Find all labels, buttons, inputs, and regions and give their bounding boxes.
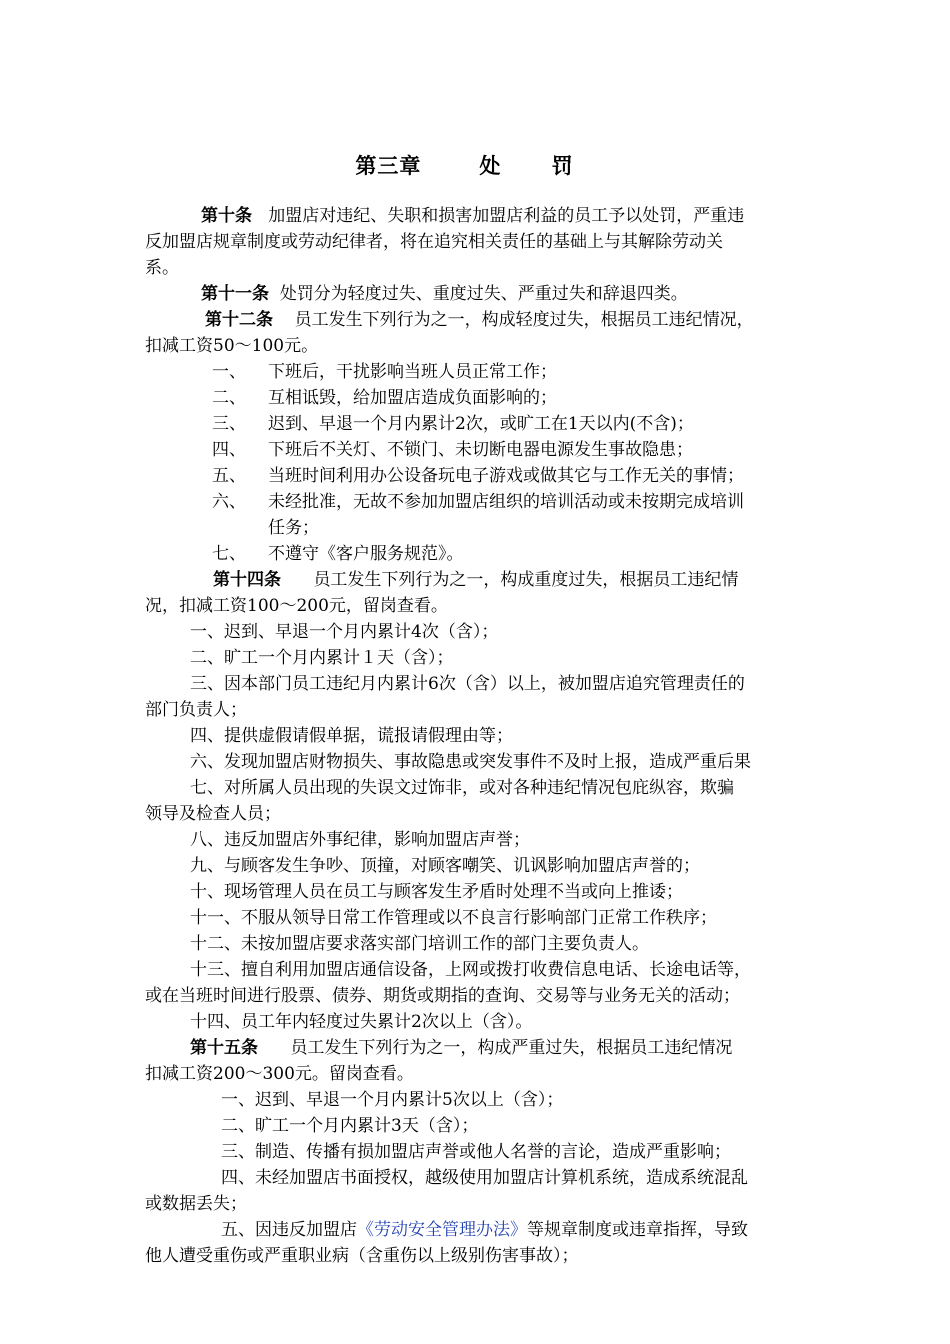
art14-item-13-cont: 或在当班时间进行股票、债券、期货或期指的查询、交易等与业务无关的活动；	[145, 986, 740, 1006]
art12-item-3: 三、 迟到、早退一个月内累计2次，或旷工在1天以内(不含)；	[212, 414, 694, 434]
art14-item-2: 二、旷工一个月内累计１天（含）；	[190, 648, 454, 668]
art15-item-4-cont: 或数据丢失；	[145, 1194, 247, 1214]
chapter-name: 处 罚	[479, 153, 595, 178]
art14-item-9: 九、与顾客发生争吵、顶撞，对顾客嘲笑、讥讽影响加盟店声誉的；	[190, 856, 700, 876]
art12-line2: 扣减工资50～100元。	[145, 336, 319, 356]
art14-item-7: 七、对所属人员出现的失误文过饰非，或对各种违纪情况包庇纵容，欺骗	[190, 778, 734, 798]
art15-line1: 第十五条 员工发生下列行为之一，构成严重过失，根据员工违纪情况	[190, 1038, 733, 1058]
art15-line2: 扣减工资200～300元。留岗查看。	[145, 1064, 414, 1084]
art10-line3: 系。	[145, 258, 179, 278]
art10-line1: 第十条 加盟店对违纪、失职和损害加盟店利益的员工予以处罚，严重违	[201, 206, 745, 226]
chapter-title	[0, 150, 950, 180]
art12-item-6: 六、 未经批准，无故不参加加盟店组织的培训活动或未按期完成培训	[212, 492, 744, 512]
art14-item-3-cont: 部门负责人；	[145, 700, 247, 720]
art15-item-3: 三、制造、传播有损加盟店声誉或他人名誉的言论，造成严重影响；	[221, 1142, 731, 1162]
chapter-number: 第三章	[355, 153, 422, 178]
art14-item-13: 十三、擅自利用加盟店通信设备，上网或拨打收费信息电话、长途电话等，	[190, 960, 751, 980]
art12-item-1: 一、 下班后，干扰影响当班人员正常工作；	[212, 362, 557, 382]
art12-item-6-cont: 任务；	[268, 518, 319, 538]
art12-label: 第十二条	[205, 310, 273, 330]
art15-item-2: 二、旷工一个月内累计3天（含）；	[221, 1116, 479, 1136]
art15-item-5-cont: 他人遭受重伤或严重职业病（含重伤以上级别伤害事故）；	[145, 1246, 579, 1266]
art14-item-14: 十四、员工年内轻度过失累计2次以上（含）。	[190, 1012, 533, 1032]
art14-label: 第十四条	[213, 570, 281, 590]
art14-item-8: 八、违反加盟店外事纪律，影响加盟店声誉；	[190, 830, 530, 850]
art12-item-7: 七、 不遵守《客户服务规范》。	[212, 544, 464, 564]
art14-item-7-cont: 领导及检查人员；	[145, 804, 281, 824]
art14-item-6: 六、发现加盟店财物损失、事故隐患或突发事件不及时上报，造成严重后果	[190, 752, 751, 772]
art10-line2: 反加盟店规章制度或劳动纪律者，将在追究相关责任的基础上与其解除劳动关	[145, 232, 723, 252]
art14-item-3: 三、因本部门员工违纪月内累计6次（含）以上，被加盟店追究管理责任的	[190, 674, 745, 694]
art12-item-2: 二、 互相诋毁，给加盟店造成负面影响的；	[212, 388, 557, 408]
art11-line: 第十一条 处罚分为轻度过失、重度过失、严重过失和辞退四类。	[201, 284, 688, 304]
art14-item-4: 四、提供虚假请假单据，谎报请假理由等；	[190, 726, 513, 746]
art11-label: 第十一条	[201, 284, 269, 304]
art14-line2: 况，扣减工资100～200元，留岗查看。	[145, 596, 448, 616]
art12-line1: 第十二条 员工发生下列行为之一，构成轻度过失，根据员工违纪情况，	[205, 310, 754, 330]
regulation-link[interactable]: 《劳动安全管理办法》	[357, 1220, 527, 1240]
art14-line1: 第十四条 员工发生下列行为之一，构成重度过失，根据员工违纪情	[213, 570, 739, 590]
art15-item-4: 四、未经加盟店书面授权，越级使用加盟店计算机系统，造成系统混乱	[221, 1168, 748, 1188]
art12-item-4: 四、 下班后不关灯、不锁门、未切断电器电源发生事故隐患；	[212, 440, 693, 460]
art14-item-10: 十、现场管理人员在员工与顾客发生矛盾时处理不当或向上推诿；	[190, 882, 683, 902]
art14-item-12: 十二、未按加盟店要求落实部门培训工作的部门主要负责人。	[190, 934, 649, 954]
art14-item-1: 一、迟到、早退一个月内累计4次（含）；	[190, 622, 499, 642]
art14-item-11: 十一、不服从领导日常工作管理或以不良言行影响部门正常工作秩序；	[190, 908, 717, 928]
art15-label: 第十五条	[190, 1038, 258, 1058]
art15-item-1: 一、迟到、早退一个月内累计5次以上（含）；	[221, 1090, 564, 1110]
art12-item-5: 五、 当班时间利用办公设备玩电子游戏或做其它与工作无关的事情；	[212, 466, 744, 486]
art10-label: 第十条	[201, 206, 252, 226]
art15-item-5: 五、因违反加盟店《劳动安全管理办法》等规章制度或违章指挥，导致	[221, 1220, 748, 1240]
